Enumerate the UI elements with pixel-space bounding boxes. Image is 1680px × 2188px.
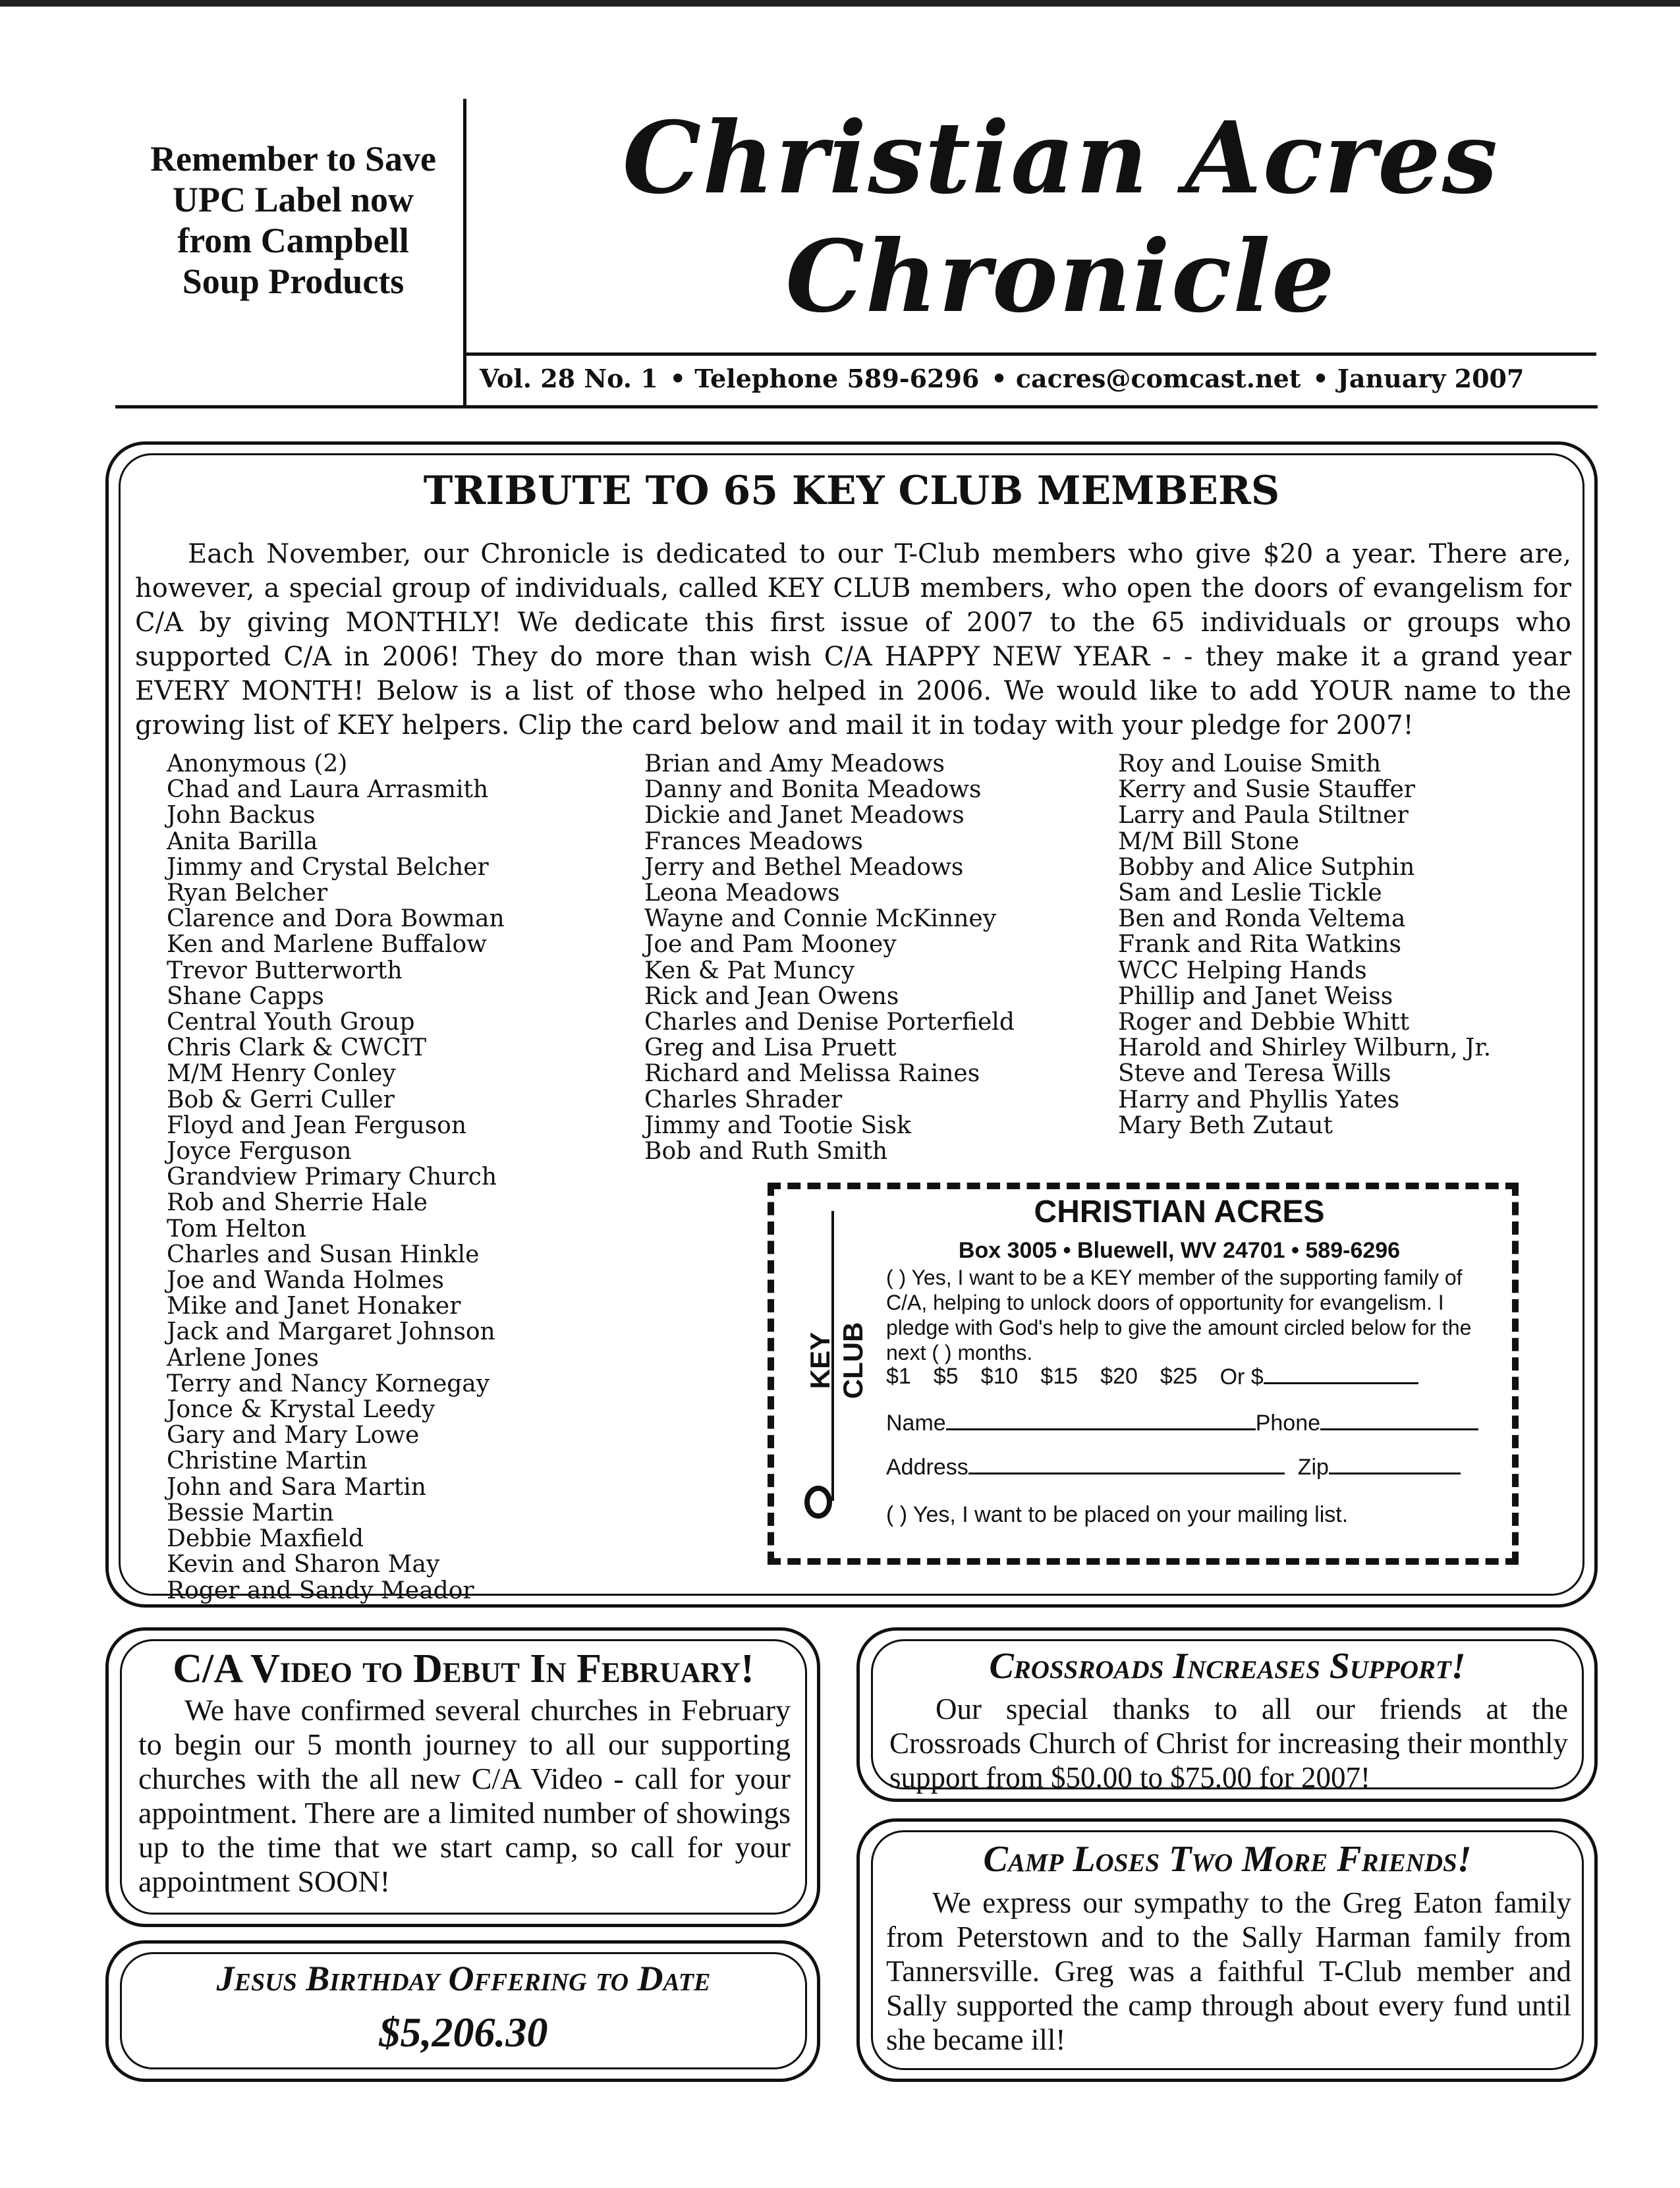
member-name: Bessie Martin [167, 1499, 334, 1527]
member-name: Danny and Bonita Meadows [644, 776, 982, 804]
member-name: Harry and Phyllis Yates [1118, 1086, 1400, 1113]
member-name: Sam and Leslie Tickle [1118, 880, 1382, 907]
member-name: Mike and Janet Honaker [167, 1293, 461, 1320]
name-label: Name [886, 1411, 946, 1436]
upc-reminder: Remember to Save UPC Label now from Campbell Soup Products [150, 139, 436, 301]
name-field[interactable] [886, 1409, 1478, 1437]
title-line-2: Chronicle [785, 219, 1336, 335]
video-heading: C/A Video to Debut In February! [173, 1646, 754, 1691]
crossroads-body [889, 1692, 1568, 1795]
camp-heading: Camp Loses Two More Friends! [983, 1839, 1472, 1880]
member-name: Harold and Shirley Wilburn, Jr. [1118, 1034, 1492, 1062]
amount-option[interactable]: $25 [1160, 1364, 1198, 1389]
member-name: Wayne and Connie McKinney [644, 905, 997, 933]
camp-paragraph: We express our sympathy to the Greg Eaton family from Peterstown and to the Sally Harman family from Tannersville. Greg was a faithful T-Club member and Sally supported the camp through about every fund until she became ill! [886, 1886, 1571, 2056]
member-name: Tom Helton [167, 1215, 307, 1243]
crossroads-heading: Crossroads Increases Support! [989, 1646, 1466, 1687]
member-name: Bob & Gerri Culler [167, 1086, 395, 1113]
member-name: Terry and Nancy Kornegay [167, 1370, 490, 1397]
member-name: Chris Clark & CWCIT [167, 1034, 427, 1062]
member-name: WCC Helping Hands [1118, 957, 1367, 984]
member-name: Grandview Primary Church [167, 1164, 497, 1191]
member-name: Charles and Denise Porterfield [644, 1009, 1015, 1036]
member-name: Roger and Debbie Whitt [1118, 1009, 1410, 1036]
member-name: Jimmy and Crystal Belcher [167, 853, 489, 881]
birthday-offering-heading: Jesus Birthday Offering to Date [216, 1959, 711, 1998]
amount-other[interactable] [1220, 1362, 1418, 1391]
member-name: Greg and Lisa Pruett [644, 1034, 897, 1062]
member-name: Charles Shrader [644, 1086, 843, 1113]
member-list-column-1 [167, 751, 628, 1604]
tribute-paragraph: Each November, our Chronicle is dedicated to our T-Club members who give $20 a year. There are, however, a special group of individuals, called KEY CLUB members, who open the doors of evangelism for C/A by giving MONTHLY! We dedicate this first issue of 2007 to the 65 individuals or groups who supported C/A in 2006! They do more than wish C/A HAPPY NEW YEAR - - they make it a grand year EVERY MONTH! Below is a list of those who helped in 2006. We would like to add YOUR name to the growing list of KEY helpers. Clip the card below and mail it in today with your pledge for 2007! [135, 539, 1571, 741]
member-name: Mary Beth Zutaut [1118, 1111, 1333, 1139]
member-name: Kevin and Sharon May [167, 1551, 440, 1579]
key-club-label [794, 1291, 880, 1430]
video-body [138, 1693, 791, 1899]
amount-other-blank[interactable] [1264, 1362, 1418, 1384]
birthday-offering-amount: $5,206.30 [379, 2009, 548, 2056]
member-name: John and Sara Martin [167, 1473, 426, 1501]
amount-options [886, 1362, 1198, 1391]
member-name: Central Youth Group [167, 1009, 415, 1036]
amount-option[interactable]: $20 [1100, 1364, 1138, 1389]
phone-blank[interactable] [1320, 1409, 1478, 1430]
member-name: Brian and Amy Meadows [644, 750, 945, 777]
name-blank[interactable] [946, 1409, 1256, 1430]
key-word: KEY [804, 1332, 835, 1389]
member-name: Joe and Wanda Holmes [167, 1267, 444, 1295]
zip-label: Zip [1297, 1455, 1329, 1480]
member-name: M/M Bill Stone [1118, 828, 1300, 855]
issue-date: • January 2007 [1312, 364, 1525, 393]
address-field[interactable] [886, 1453, 1461, 1481]
amount-other-label: Or $ [1219, 1364, 1264, 1389]
member-name: Phillip and Janet Weiss [1118, 982, 1393, 1010]
member-name: Clarence and Dora Bowman [167, 905, 505, 933]
address-label: Address [886, 1455, 968, 1480]
email-address[interactable]: • cacres@comcast.net [991, 364, 1301, 393]
member-name: Debbie Maxfield [167, 1525, 364, 1553]
address-blank[interactable] [968, 1453, 1285, 1474]
member-name: Kerry and Susie Stauffer [1118, 776, 1416, 804]
zip-blank[interactable] [1329, 1453, 1461, 1474]
member-name: Leona Meadows [644, 880, 840, 907]
telephone: • Telephone 589-6296 [669, 364, 980, 393]
member-name: Joyce Ferguson [167, 1138, 352, 1165]
pledge-amounts [886, 1362, 1492, 1391]
member-name: Christine Martin [167, 1447, 368, 1475]
phone-label: Phone [1255, 1411, 1321, 1436]
member-name: Charles and Susan Hinkle [167, 1241, 480, 1268]
member-name: Frank and Rita Watkins [1118, 931, 1402, 959]
member-name: Roger and Sandy Meador [167, 1577, 474, 1604]
masthead-divider [463, 99, 466, 408]
issue-info [480, 362, 1600, 395]
coupon-address: Box 3005 • Bluewell, WV 24701 • 589-6296 [958, 1238, 1401, 1263]
member-name: Shane Capps [167, 982, 324, 1010]
member-name: Steve and Teresa Wills [1118, 1060, 1391, 1088]
key-icon [804, 1486, 833, 1519]
member-list-column-3 [1118, 751, 1579, 1138]
member-name: Bobby and Alice Sutphin [1118, 853, 1415, 881]
camp-body [886, 1886, 1571, 2057]
member-name: Gary and Mary Lowe [167, 1422, 420, 1449]
member-name: John Backus [167, 802, 316, 829]
member-name: Jonce & Krystal Leedy [167, 1396, 435, 1424]
amount-option[interactable]: $1 [886, 1364, 911, 1389]
title-line-1: Christian Acres [622, 100, 1499, 216]
masthead-rule-bottom [115, 405, 1598, 408]
member-name: Joe and Pam Mooney [644, 931, 897, 959]
member-name: Dickie and Janet Meadows [644, 802, 965, 829]
member-name: Ken & Pat Muncy [644, 957, 855, 984]
member-name: Bob and Ruth Smith [644, 1138, 888, 1165]
member-name: Floyd and Jean Ferguson [167, 1111, 467, 1139]
masthead-rule-top [463, 352, 1596, 356]
member-name: Larry and Paula Stiltner [1118, 802, 1409, 829]
member-name: Anonymous (2) [167, 750, 348, 777]
volume-number: Vol. 28 No. 1 [480, 364, 658, 393]
newsletter-title [474, 99, 1647, 336]
amount-option[interactable]: $5 [933, 1364, 959, 1389]
member-name: Jack and Margaret Johnson [167, 1318, 495, 1346]
member-name: Rob and Sherrie Hale [167, 1189, 428, 1217]
member-name: Trevor Butterworth [167, 957, 403, 984]
video-paragraph: We have confirmed several churches in February to begin our 5 month journey to all our supporting churches with the all new C/A Video - call for your appointment. There are a limited number of showings up to the time that we start camp, so call for your appointment SOON! [138, 1693, 791, 1898]
member-name: Roy and Louise Smith [1118, 750, 1382, 777]
member-name: Jimmy and Tootie Sisk [644, 1111, 911, 1139]
member-name: Rick and Jean Owens [644, 982, 899, 1010]
top-border [0, 0, 1680, 7]
club-word: CLUB [837, 1322, 868, 1399]
tribute-heading: TRIBUTE TO 65 KEY CLUB MEMBERS [423, 468, 1280, 514]
member-name: Arlene Jones [167, 1344, 320, 1372]
member-list-column-2 [644, 751, 1092, 1164]
member-name: Ben and Ronda Veltema [1118, 905, 1406, 933]
member-name: Chad and Laura Arrasmith [167, 776, 489, 804]
amount-option[interactable]: $10 [980, 1364, 1019, 1389]
member-name: Richard and Melissa Raines [644, 1060, 980, 1088]
crossroads-paragraph: Our special thanks to all our friends at the Crossroads Church of Christ for increasing their monthly support from $50.00 to $75.00 for 2007! [889, 1693, 1568, 1794]
coupon-title: CHRISTIAN ACRES [1034, 1194, 1325, 1229]
member-name: Jerry and Bethel Meadows [644, 853, 964, 881]
member-name: Ken and Marlene Buffalow [167, 931, 487, 959]
member-name: Anita Barilla [167, 828, 318, 855]
amount-option[interactable]: $15 [1040, 1364, 1078, 1389]
member-name: Ryan Belcher [167, 880, 328, 907]
member-name: M/M Henry Conley [167, 1060, 396, 1088]
tribute-body [135, 537, 1571, 743]
mailing-list-option[interactable]: ( ) Yes, I want to be placed on your mailing list. [886, 1502, 1349, 1527]
pledge-text: ( ) Yes, I want to be a KEY member of the supporting family of C/A, helping to unlock doors of opportunity for evangelism. I pledge with God's help to give the amount circled below for the next ( ) months. [886, 1266, 1472, 1364]
member-name: Frances Meadows [644, 828, 863, 855]
